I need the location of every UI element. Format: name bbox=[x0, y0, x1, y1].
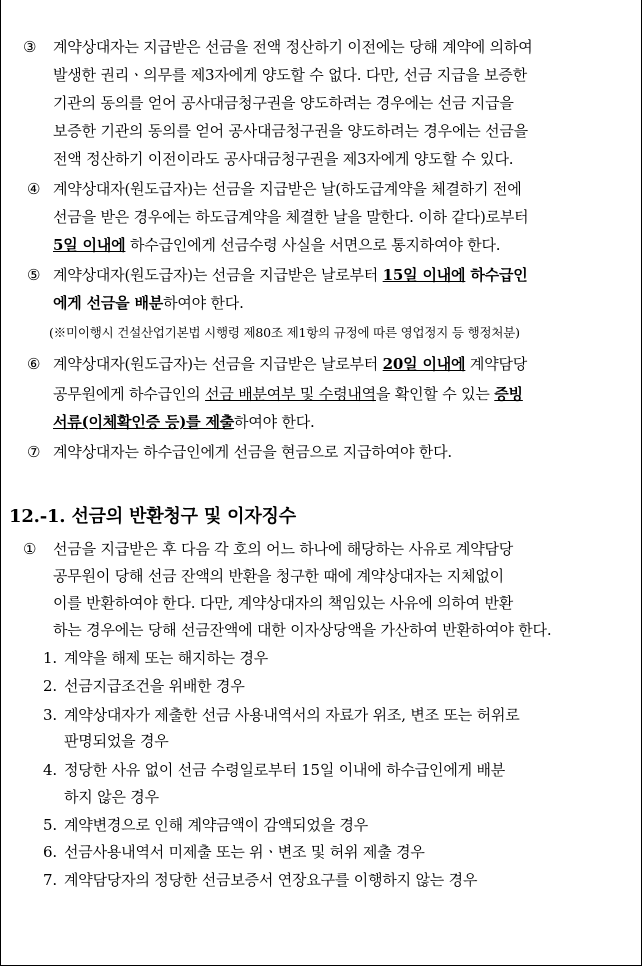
item-4-line-3-rest: 하수급인에게 선금수령 사실을 서면으로 통지하여야 한다. bbox=[125, 236, 501, 254]
item-5-line-1 bbox=[53, 265, 528, 285]
item-6-line-1-rest: 계약담당 bbox=[465, 355, 528, 373]
item-6-line-2-bold: 증빙 bbox=[494, 385, 523, 403]
item-6-line-1-pre: 계약상대자(원도급자)는 선금을 지급받은 날로부터 bbox=[53, 355, 383, 373]
item-4-line-1: 계약상대자(원도급자)는 선금을 지급받은 날(하도급계약을 체결하기 전에 bbox=[53, 180, 522, 198]
item-6-line-3-rest: 하여야 한다. bbox=[234, 413, 315, 431]
item-4-line-2: 선금을 받은 경우에는 하도급계약을 체결한 날을 말한다. 이하 같다)로부터 bbox=[53, 208, 529, 226]
list-item-2-text: 선금지급조건을 위배한 경우 bbox=[64, 677, 245, 695]
item-5-marker: ⑤ bbox=[27, 266, 41, 284]
list-item-6-num: 6. bbox=[43, 843, 57, 861]
return-item-1-line-4: 하는 경우에는 당해 선금잔액에 대한 이자상당액을 가산하여 반환하여야 한다. bbox=[53, 621, 552, 639]
list-item-6-text: 선금사용내역서 미제출 또는 위ㆍ변조 및 허위 제출 경우 bbox=[64, 843, 425, 861]
item-6-line-3-bold: 서류(이체확인증 등)를 제출 bbox=[53, 413, 235, 431]
item-6-line-2-mid: 을 확인할 수 있는 bbox=[375, 385, 495, 403]
item-5-note: (※미이행시 건설산업기본법 시행령 제80조 제1항의 규정에 따른 영업정지 등 행정처분) bbox=[49, 325, 520, 340]
list-item-3-num: 3. bbox=[43, 706, 57, 724]
list-item-4-line-1: 정당한 사유 없이 선금 수령일로부터 15일 이내에 하수급인에게 배분 bbox=[64, 761, 506, 779]
item-6-deadline: 20일 이내에 bbox=[382, 355, 466, 373]
item-3-line-5: 전액 정산하기 이전이라도 공사대금청구권을 제3자에게 양도할 수 있다. bbox=[53, 150, 514, 168]
item-5-deadline: 15일 이내에 bbox=[382, 266, 466, 284]
return-item-1-marker: ① bbox=[23, 540, 37, 558]
item-6-line-3 bbox=[53, 412, 315, 432]
item-3-line-2: 발생한 권리ㆍ의무를 제3자에게 양도할 수 없다. 다만, 선금 지급을 보증한 bbox=[53, 66, 528, 84]
return-item-1-line-3: 이를 반환하여야 한다. 다만, 계약상대자의 책임있는 사유에 의하여 반환 bbox=[53, 594, 514, 612]
list-item-5-num: 5. bbox=[43, 816, 57, 834]
item-7-text: 계약상대자는 하수급인에게 선금을 현금으로 지급하여야 한다. bbox=[53, 443, 452, 461]
item-3-marker: ③ bbox=[23, 38, 37, 56]
return-item-1-line-1: 선금을 지급받은 후 다음 각 호의 어느 하나에 해당하는 사유로 계약담당 bbox=[53, 540, 514, 558]
item-3-line-1: 계약상대자는 지급받은 선금을 전액 정산하기 이전에는 당해 계약에 의하여 bbox=[53, 38, 533, 56]
item-7-marker: ⑦ bbox=[27, 443, 41, 461]
list-item-1-num: 1. bbox=[43, 649, 57, 667]
item-5-line-2-bold: 에게 선금을 배분 bbox=[53, 294, 164, 312]
item-5-line-1-pre: 계약상대자(원도급자)는 선금을 지급받은 날로부터 bbox=[53, 266, 383, 284]
item-4-line-3 bbox=[53, 235, 500, 255]
list-item-2-num: 2. bbox=[43, 677, 57, 695]
item-6-line-2-pre: 공무원에게 하수급인의 bbox=[53, 385, 206, 403]
list-item-7-text: 계약담당자의 정당한 선금보증서 연장요구를 이행하지 않는 경우 bbox=[64, 871, 478, 889]
item-5-line-1-bold: 하수급인 bbox=[465, 266, 528, 284]
list-item-3-line-2: 판명되었을 경우 bbox=[64, 732, 169, 750]
list-item-4-num: 4. bbox=[43, 761, 57, 779]
list-item-1-text: 계약을 해제 또는 해지하는 경우 bbox=[64, 649, 269, 667]
item-3-line-3: 기관의 동의를 얻어 공사대금청구권을 양도하려는 경우에는 선금 지급을 bbox=[53, 94, 514, 112]
list-item-5-text: 계약변경으로 인해 계약금액이 감액되었을 경우 bbox=[64, 816, 369, 834]
item-6-line-2-underline: 선금 배분여부 및 수령내역 bbox=[205, 385, 376, 403]
item-6-marker: ⑥ bbox=[27, 355, 41, 373]
item-5-line-2 bbox=[53, 293, 244, 313]
item-5-line-2-rest: 하여야 한다. bbox=[163, 294, 244, 312]
list-item-3-line-1: 계약상대자가 제출한 선금 사용내역서의 자료가 위조, 변조 또는 허위로 bbox=[64, 706, 520, 724]
item-6-line-2 bbox=[53, 384, 523, 404]
item-3-line-4: 보증한 기관의 동의를 얻어 공사대금청구권을 양도하려는 경우에는 선금을 bbox=[53, 122, 528, 140]
list-item-7-num: 7. bbox=[43, 871, 57, 889]
item-4-marker: ④ bbox=[27, 180, 41, 198]
section-heading: 12.-1. 선금의 반환청구 및 이자징수 bbox=[9, 506, 296, 527]
return-item-1-line-2: 공무원이 당해 선금 잔액의 반환을 청구한 때에 계약상대자는 지체없이 bbox=[53, 567, 504, 585]
item-4-deadline: 5일 이내에 bbox=[53, 236, 126, 254]
item-6-line-1 bbox=[53, 354, 527, 374]
list-item-4-line-2: 하지 않은 경우 bbox=[64, 788, 159, 806]
